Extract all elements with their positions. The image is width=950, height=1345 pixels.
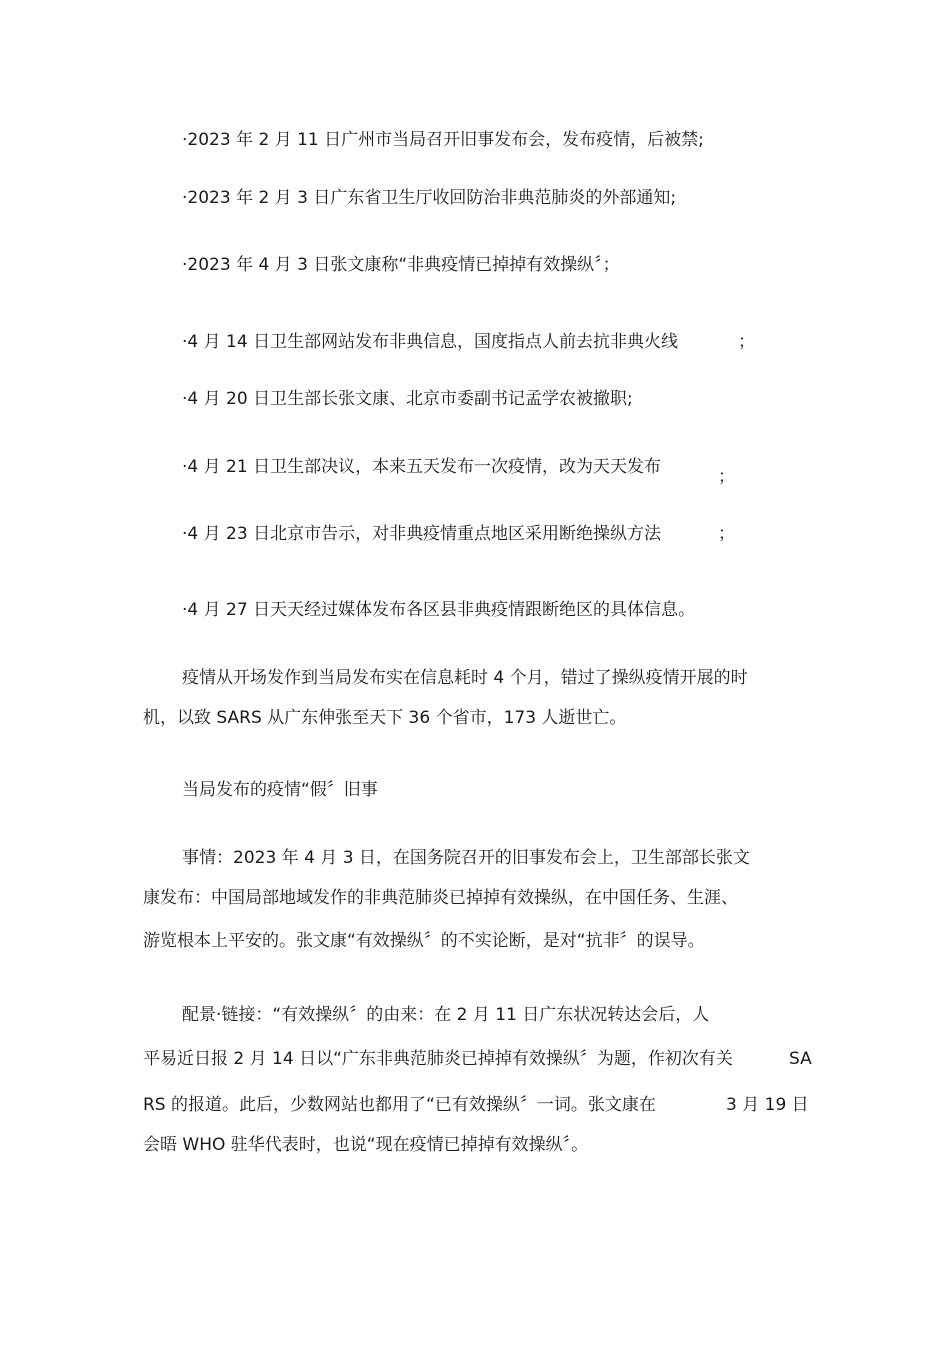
background-line: RS 的报道。此后，少数网站也都用了“已有效操纵〞一词。张文康在 <box>143 1095 656 1115</box>
event-line: 康发布：中国局部地域发作的非典范肺炎已掉掉有效操纵，在中国任务、生涯、 <box>143 888 738 908</box>
event-line: 事情：2023 年 4 月 3 日，在国务院召开的旧事发布会上，卫生部部长张文 <box>182 848 750 868</box>
timeline-item: ·2023 年 2 月 11 日广州市当局召开旧事发布会，发布疫情，后被禁; <box>182 130 704 150</box>
timeline-item: ·4 月 23 日北京市告示，对非典疫情重点地区采用断绝操纵方法 <box>182 524 662 544</box>
timeline-item: ·4 月 21 日卫生部决议，本来五天发布一次疫情，改为天天发布 <box>182 457 662 477</box>
background-line: 平易近日报 2 月 14 日以“广东非典范肺炎已掉掉有效操纵〞为题，作初次有关 <box>143 1049 733 1069</box>
timeline-item: ·2023 年 4 月 3 日张文康称“非典疫情已掉掉有效操纵〞； <box>182 255 620 275</box>
background-line-tail: SA <box>789 1049 812 1069</box>
summary-line: 机，以致 SARS 从广东伸张至天下 36 个省市，173 人逝世亡。 <box>143 708 627 728</box>
timeline-item: ·4 月 27 日天天经过媒体发布各区县非典疫情跟断绝区的具体信息。 <box>182 600 696 620</box>
background-line: 配景·链接：“有效操纵〞的由来：在 2 月 11 日广东状况转达会后，人 <box>182 1005 710 1025</box>
background-line-tail: 3 月 19 日 <box>726 1095 809 1115</box>
timeline-item-tail: ； <box>718 467 735 487</box>
timeline-item-tail: ； <box>718 524 735 544</box>
timeline-item-tail: ； <box>738 332 755 352</box>
summary-line: 疫情从开场发作到当局发布实在信息耗时 4 个月，错过了操纵疫情开展的时 <box>182 668 748 688</box>
event-line: 游览根本上平安的。张文康“有效操纵〞的不实论断，是对“抗非〞的误导。 <box>143 931 705 951</box>
timeline-item: ·4 月 20 日卫生部长张文康、北京市委副书记孟学农被撤职; <box>182 389 633 409</box>
timeline-item: ·4 月 14 日卫生部网站发布非典信息，国度指点人前去抗非典火线 <box>182 332 679 352</box>
background-line: 会晤 WHO 驻华代表时，也说“现在疫情已掉掉有效操纵〞。 <box>143 1135 589 1155</box>
timeline-item: ·2023 年 2 月 3 日广东省卫生厅收回防治非典范肺炎的外部通知; <box>182 188 677 208</box>
section-heading: 当局发布的疫情“假〞旧事 <box>182 780 378 800</box>
